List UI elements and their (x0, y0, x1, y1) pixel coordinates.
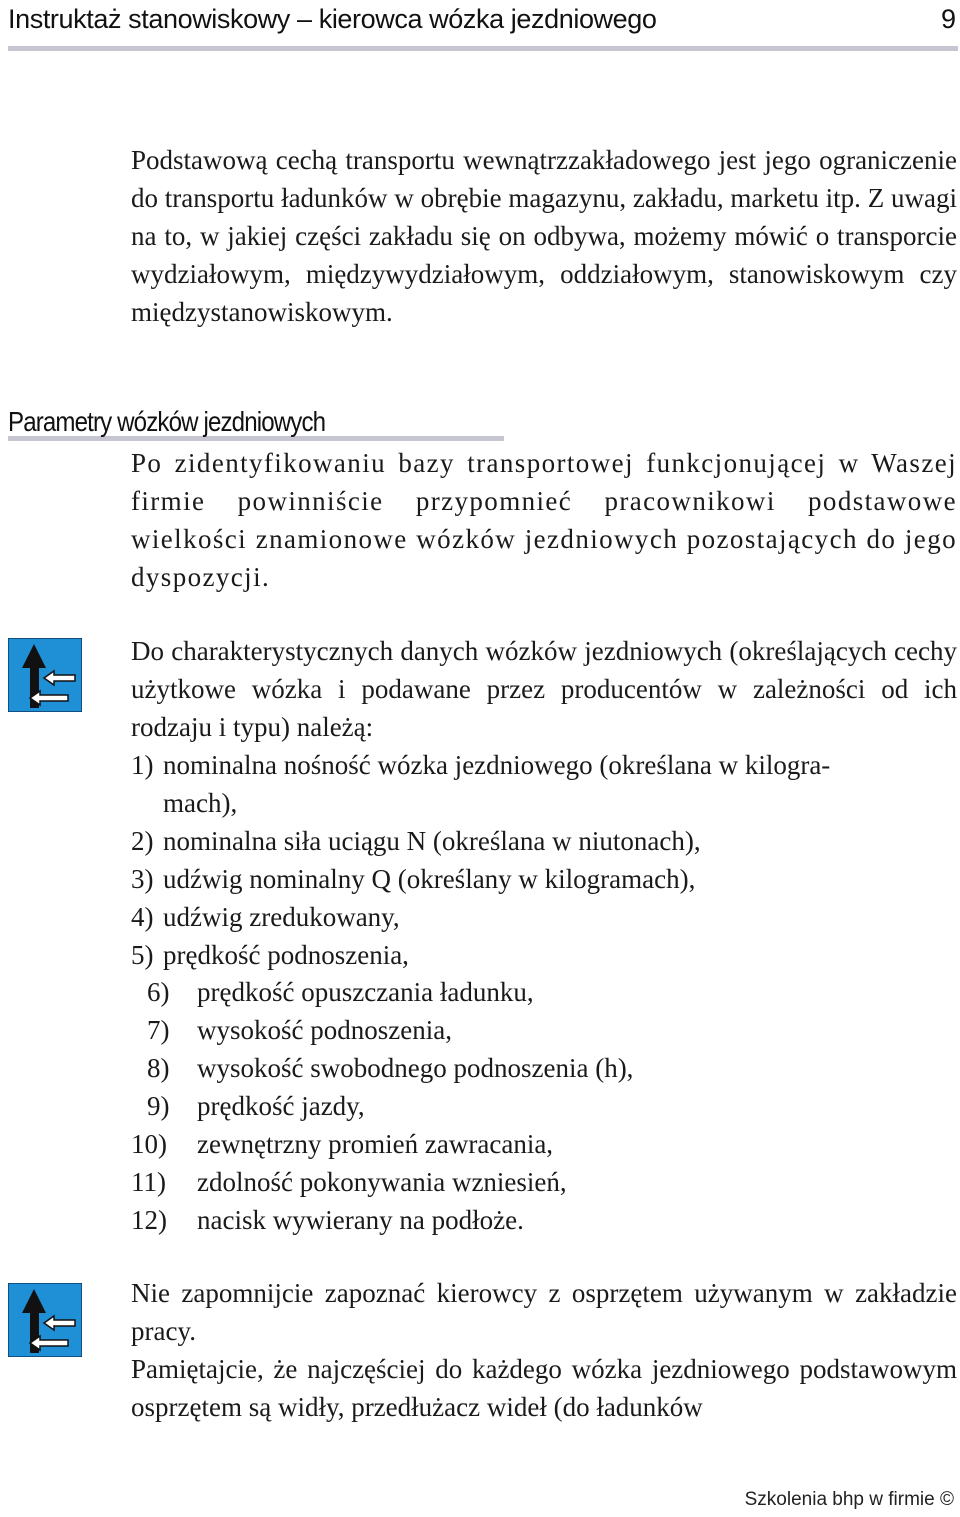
list-item: 3) udźwig nominalny Q (określany w kilogramach), (131, 864, 696, 894)
intro-paragraph: Podstawową cechą transportu wewnątrzzakładowego jest jego ograniczenie do transportu ładunków w obrębie magazynu, zakładu, marketu itp. Z uwagi na to, w jakiej części zakładu się on odbywa, możemy mówić o transporcie wydziałowym, międzywydziałowym, oddziałowym, stanowiskowym czy międzystanowiskowym. (131, 145, 957, 327)
footer: Szkolenia bhp w firmie © (744, 1489, 954, 1510)
list-item: 11) zdolność pokonywania wzniesień, (131, 1167, 567, 1197)
list-item: 2) nominalna siła uciągu N (określana w niutonach), (131, 826, 701, 856)
closing-paragraph-2: Pamiętajcie, że najczęściej do każdego wózka jezdniowego podstawowym osprzętem są widły, przedłużacz wideł (do ładunków (131, 1354, 957, 1422)
list-item: 12) nacisk wywierany na podłoże. (131, 1205, 524, 1235)
list-item: 1) nominalna nośność wózka jezdniowego (określana w kilogra- mach), (131, 750, 831, 818)
list-item: 8) wysokość swobodnego podnoszenia (h), (147, 1053, 634, 1083)
parameters-list-continued (131, 973, 957, 1239)
list-item: 7) wysokość podnoszenia, (147, 1015, 452, 1045)
section-paragraph: Po zidentyfikowaniu bazy transportowej funkcjonującej w Waszej firmie powinniście przypomnieć pracownikowi podstawowe wielkości znamionowe wózków jezdniowych pozostających do jego dyspozycji. (131, 448, 957, 592)
list-item: 9) prędkość jazdy, (147, 1091, 365, 1121)
closing-paragraph-1: Nie zapomnijcie zapoznać kierowcy z osprzętem używanym w zakładzie pracy. (131, 1278, 957, 1346)
header-title: Instruktaż stanowiskowy – kierowca wózka jezdniowego (8, 4, 657, 34)
list-item: 10) zewnętrzny promień zawracania, (131, 1129, 554, 1159)
section-title-text: Parametry wózków jezdniowych (8, 406, 326, 437)
section-title (8, 404, 504, 441)
page-header (8, 0, 958, 51)
list-item: 6) prędkość opuszczania ładunku, (147, 977, 534, 1007)
page-number: 9 (940, 4, 956, 34)
list-item: 4) udźwig zredukowany, (131, 902, 400, 932)
list-intro: Do charakterystycznych danych wózków jezdniowych (określających cechy użytkowe wózka i podawane przez producentów w zależności od ich rodzaju i typu) należą: (131, 636, 957, 742)
list-item: 5) prędkość podnoszenia, (131, 940, 409, 970)
parameters-list (131, 746, 957, 974)
arrow-icon (8, 1283, 82, 1357)
arrow-icon (8, 638, 82, 712)
